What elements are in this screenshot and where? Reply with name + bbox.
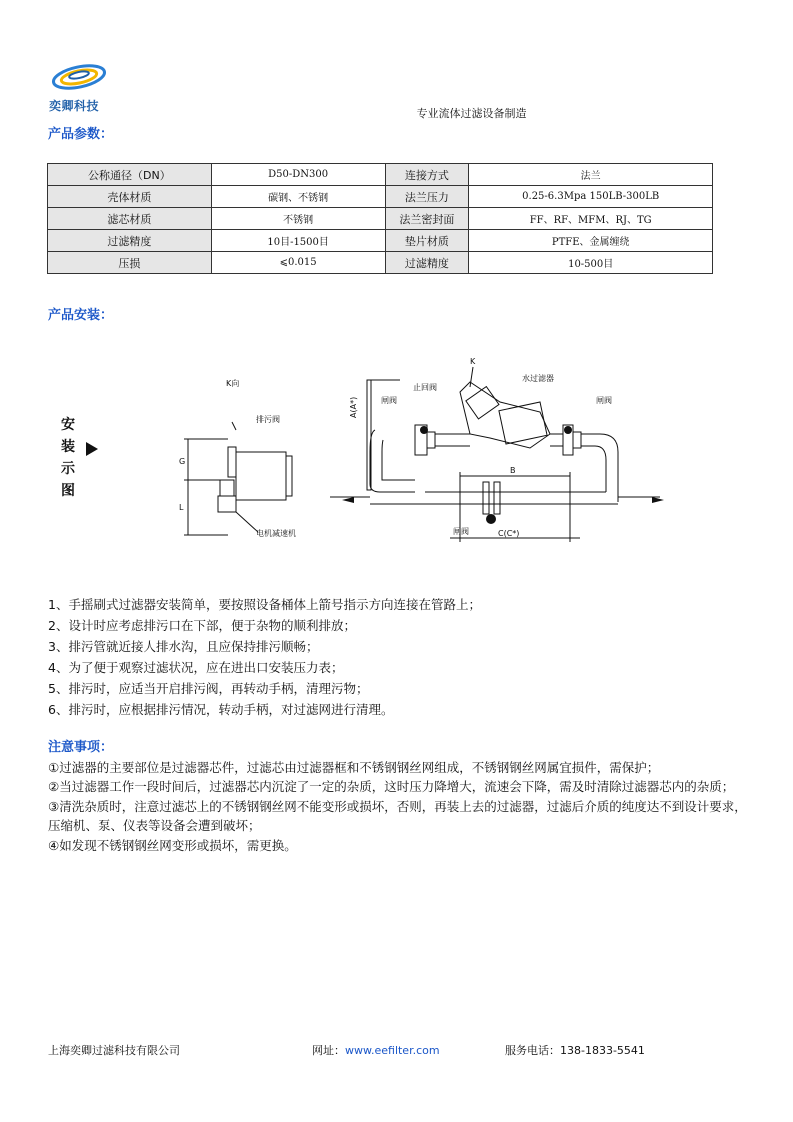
param-value: PTFE、金属缠绕 [469, 230, 713, 252]
install-steps-list [48, 594, 481, 720]
water-filter-label: 水过滤器 [522, 374, 554, 383]
k-label: K [470, 357, 476, 366]
list-item: ③清洗杂质时，注意过滤芯上的不锈钢钢丝网不能变形或损坏，否则，再装上去的过滤器，过滤后介质的纯度达不到设计要求，压缩机、泵、仪表等设备会遭到破坏； [48, 798, 747, 833]
param-label: 法兰密封面 [385, 208, 469, 230]
param-label: 法兰压力 [385, 186, 469, 208]
notes-section [48, 738, 748, 855]
footer-url-label: 网址： [312, 1044, 345, 1057]
param-label: 滤芯材质 [48, 208, 212, 230]
footer-phone-label: 服务电话： [505, 1044, 560, 1057]
list-item: 3、排污管就近接人排水沟，且应保持排污顺畅； [48, 639, 319, 654]
notes-section-title: 注意事项： [48, 740, 114, 755]
params-table [47, 163, 713, 274]
param-value: FF、RF、MFM、RJ、TG [469, 208, 713, 230]
logo-text: 奕卿科技 [49, 99, 100, 113]
list-item: 4、为了便于观察过滤状况，应在进出口安装压力表； [48, 660, 344, 675]
param-value: 10-500目 [469, 252, 713, 274]
param-label: 公称通径（DN） [48, 164, 212, 186]
param-label: 垫片材质 [385, 230, 469, 252]
side-label-char: 示 [61, 461, 75, 477]
installation-diagram [170, 352, 670, 562]
gate-valve-left-label: 闸阀 [381, 396, 397, 405]
table-row [48, 208, 713, 230]
list-item: 2、设计时应考虑排污口在下部，便于杂物的顺利排放； [48, 618, 356, 633]
dim-b-label: B [510, 466, 516, 475]
footer-phone [505, 1042, 645, 1058]
footer-phone-number: 138-1833-5541 [560, 1044, 645, 1057]
list-item: ④如发现不锈钢钢丝网变形或损坏，需更换。 [48, 837, 297, 853]
footer-company: 上海奕卿过滤科技有限公司 [48, 1044, 180, 1057]
list-item: 6、排污时，应根据排污情况，转动手柄，对过滤网进行清理。 [48, 702, 394, 717]
drain-valve-label: 排污阀 [256, 415, 280, 424]
footer-url-link[interactable]: www.eefilter.com [345, 1044, 440, 1057]
param-label: 压损 [48, 252, 212, 274]
param-value: 不锈钢 [211, 208, 385, 230]
side-label-char: 图 [61, 483, 75, 499]
dim-a-label: A(A*) [349, 396, 358, 418]
gate-valve-right-label: 闸阀 [596, 396, 612, 405]
install-section-title: 产品安装： [48, 308, 114, 323]
param-value: 10目-1500目 [211, 230, 385, 252]
install-diagram-side-label [58, 414, 78, 502]
table-row [48, 164, 713, 186]
header-tagline: 专业流体过滤设备制造 [416, 107, 527, 120]
param-label: 连接方式 [385, 164, 469, 186]
dim-l-label: L [179, 503, 184, 512]
stop-valve-label: 止回阀 [413, 383, 437, 392]
param-value: 碳钢、不锈钢 [211, 186, 385, 208]
params-section-title: 产品参数： [48, 127, 114, 142]
side-label-char: 安 [61, 417, 75, 433]
list-item: 1、手摇刷式过滤器安装简单，要按照设备桶体上箭号指示方向连接在管路上； [48, 597, 481, 612]
k-view-label: K向 [226, 379, 240, 388]
param-value: 法兰 [469, 164, 713, 186]
logo-swoosh-icon [48, 55, 110, 101]
list-item: ①过滤器的主要部位是过滤器芯件，过滤芯由过滤器框和不锈钢钢丝网组成，不锈钢钢丝网属宜损件，需保护； [48, 759, 660, 775]
dim-c-label: C(C*) [498, 529, 520, 538]
list-item: ②当过滤器工作一段时间后，过滤器芯内沉淀了一定的杂质，这时压力降增大，流速会下降，需及时清除过滤器芯内的杂质； [48, 779, 735, 794]
table-row [48, 186, 713, 208]
table-row [48, 252, 713, 274]
param-label: 壳体材质 [48, 186, 212, 208]
param-value: 0.25-6.3Mpa 150LB-300LB [469, 186, 713, 208]
motor-reducer-label: 电机减速机 [256, 529, 296, 538]
param-value: D50-DN300 [211, 164, 385, 186]
dim-g-label: G [179, 457, 186, 466]
side-label-char: 装 [61, 439, 75, 455]
arrow-right-icon [84, 441, 100, 457]
footer-website [312, 1042, 440, 1058]
param-value: ⩽0.015 [211, 252, 385, 274]
table-row [48, 230, 713, 252]
gate-valve-bottom-label: 闸阀 [453, 527, 469, 536]
list-item: 5、排污时，应适当开启排污阀，再转动手柄，清理污物； [48, 681, 369, 696]
param-label: 过滤精度 [385, 252, 469, 274]
param-label: 过滤精度 [48, 230, 212, 252]
